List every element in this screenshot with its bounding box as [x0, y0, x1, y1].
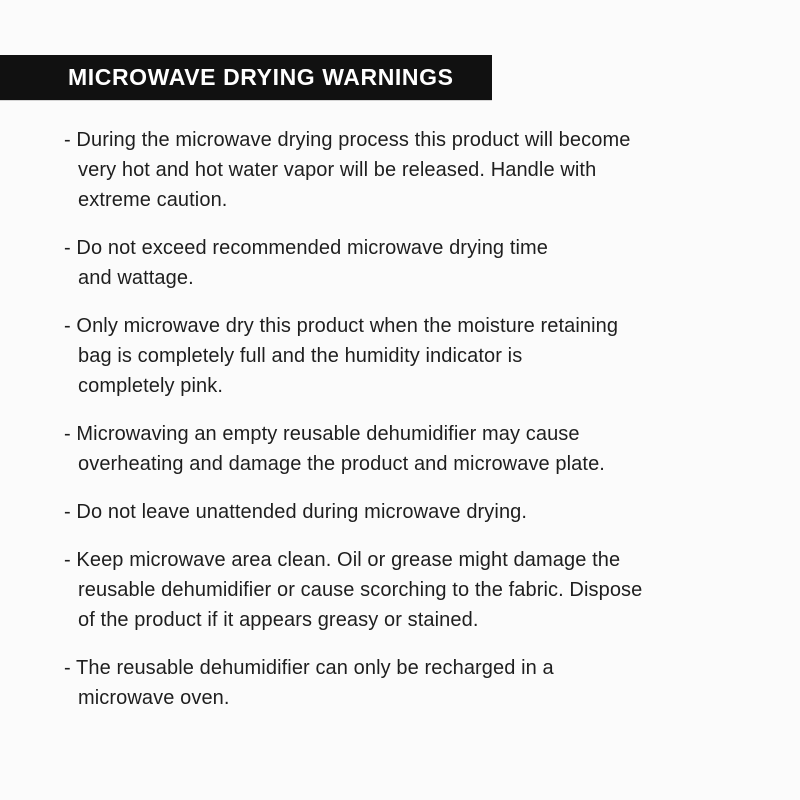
bullet-dash: - [64, 657, 71, 679]
warnings-header-bar [0, 55, 492, 100]
warning-line: microwave oven. [78, 687, 230, 709]
warning-first-line [64, 311, 760, 341]
bullet-dash: - [64, 501, 71, 523]
warning-line: Only microwave dry this product when the moisture retaining [70, 315, 619, 337]
warning-first-line [64, 545, 760, 575]
warning-line: During the microwave drying process this product will become [70, 129, 631, 151]
warning-line: Microwaving an empty reusable dehumidifier may cause [70, 423, 580, 445]
warning-line: of the product if it appears greasy or stained. [78, 609, 479, 631]
warning-line: and wattage. [78, 267, 194, 289]
warning-item [64, 497, 760, 527]
warning-item [64, 125, 760, 215]
warning-first-line [64, 125, 760, 155]
warning-line: Do not exceed recommended microwave drying time [70, 237, 548, 259]
warning-line: bag is completely full and the humidity indicator is [78, 345, 523, 367]
warning-item [64, 233, 760, 293]
warning-first-line [64, 233, 760, 263]
warning-item [64, 311, 760, 401]
warning-line: Do not leave unattended during microwave drying. [70, 501, 528, 523]
warning-line: reusable dehumidifier or cause scorching to the fabric. Dispose [78, 579, 643, 601]
warning-item [64, 653, 760, 713]
bullet-dash: - [64, 549, 71, 571]
warning-first-line [64, 497, 760, 527]
bullet-dash: - [64, 315, 71, 337]
bullet-dash: - [64, 237, 71, 259]
warning-line: completely pink. [78, 375, 223, 397]
warning-line: overheating and damage the product and microwave plate. [78, 453, 605, 475]
warning-line: very hot and hot water vapor will be released. Handle with [78, 159, 597, 181]
warning-first-line [64, 419, 760, 449]
warning-line: Keep microwave area clean. Oil or grease might damage the [70, 549, 621, 571]
page-title: MICROWAVE DRYING WARNINGS [68, 64, 454, 90]
bullet-dash: - [64, 423, 71, 445]
warnings-list [0, 125, 800, 731]
warning-line: The reusable dehumidifier can only be recharged in a [70, 657, 554, 679]
bullet-dash: - [64, 129, 71, 151]
warning-first-line [64, 653, 760, 683]
warning-line: extreme caution. [78, 189, 228, 211]
warning-item [64, 545, 760, 635]
warning-item [64, 419, 760, 479]
